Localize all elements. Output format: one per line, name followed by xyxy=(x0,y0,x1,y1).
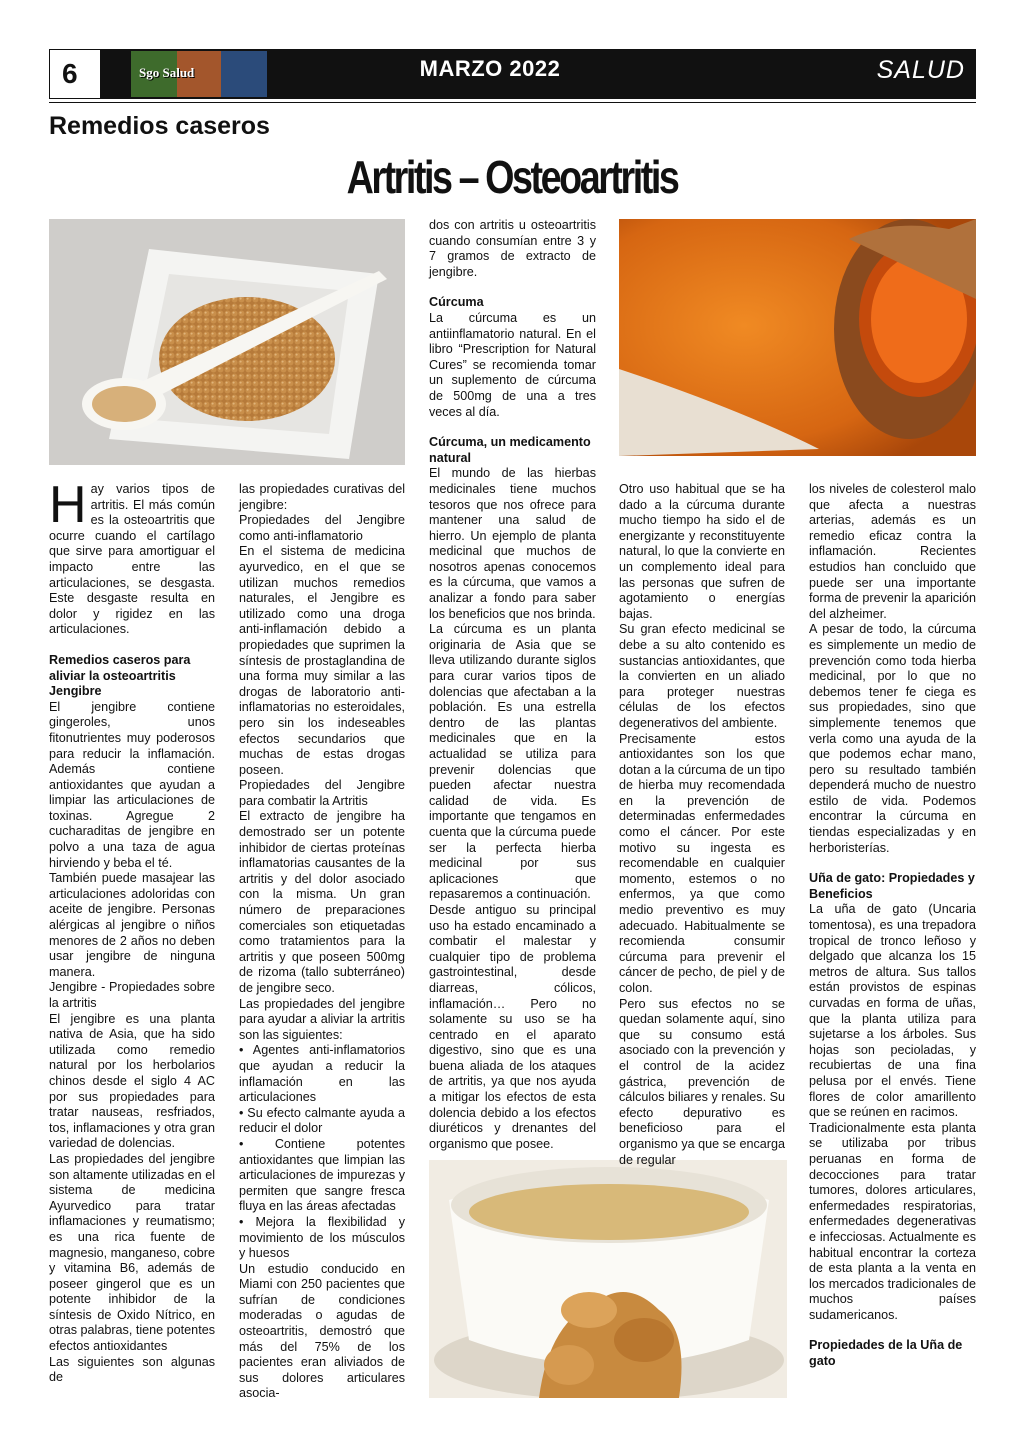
paragraph: Un estudio conducido en Miami con 250 pacientes que sufrían de condiciones moderadas o agudas de osteoartritis, demostró que más del 75% de los pacientes eran aliviados de sus dolores articulares asocia- xyxy=(239,1261,405,1401)
section-label: SALUD xyxy=(876,56,965,84)
paragraph: El mundo de las hierbas medicinales tiene muchos tesoros que nos ofrece para mantener una salud de hierro. Un ejemplo de planta medicinal que muchos de nosotros apenas conocemos es la cúrcuma, que vamos a analizar a fondo para saber los beneficios que nos brinda. xyxy=(429,466,596,621)
paragraph: Las propiedades del jengibre para ayudar a aliviar la artritis son las siguientes: xyxy=(239,996,405,1042)
paragraph: Otro uso habitual que se ha dado a la cúrcuma durante mucho tiempo ha sido el de energizante y reconstituyente natural, lo que la convierte en un complemento ideal para las personas que sufren de agotamiento o energías bajas. xyxy=(619,482,785,621)
page-number: 6 xyxy=(62,58,78,89)
ginger-tea-image xyxy=(429,1160,787,1398)
issue-date: MARZO 2022 xyxy=(419,56,561,81)
paragraph-text: ay varios tipos de artritis. El más común es la osteoartritis que ocurre cuando el cartílago que sirve para amortiguar el impacto entre las articulaciones, se desgasta. Este desgaste resulta en dolor y rigidez en las articulaciones. xyxy=(49,482,215,637)
article-column-4 xyxy=(619,482,785,1168)
article-column-2 xyxy=(239,482,405,1402)
paragraph: A pesar de todo, la cúrcuma es simplemente un medio de prevención como toda hierba medicinal, por lo que no debemos tener fe ciega es sus propiedades, sino que simplemente tenemos que verla como una ayuda de la que podemos echar mano, pero su resultado también dependerá mucho de nuestro estilo de vida. Podemos encontrar la cúrcuma en tiendas especializadas y en herboristerías. xyxy=(809,622,976,855)
drop-cap: H xyxy=(49,476,87,534)
paragraph: • Su efecto calmante ayuda a reducir el dolor xyxy=(239,1105,405,1136)
subheading: Jengibre xyxy=(49,684,102,699)
paragraph: las propiedades curativas del jengibre: xyxy=(239,482,405,512)
section-title: Remedios caseros xyxy=(49,112,270,140)
article-column-3 xyxy=(429,218,596,1152)
header-rule xyxy=(49,102,976,103)
subheading: Cúrcuma xyxy=(429,295,484,310)
paragraph: dos con artritis u osteoartritis cuando consumían entre 3 y 7 gramos de extracto de jengibre. xyxy=(429,218,596,279)
paragraph: Jengibre - Propiedades sobre la artritis xyxy=(49,980,215,1010)
paragraph: Pero sus efectos no se quedan solamente aquí, sino que su consumo está asociado con la prevención y el control de la acidez gástrica, prevención de cálculos biliares y renales. Su efecto depurativo es beneficioso para el organismo ya que se encarga de regular xyxy=(619,996,785,1167)
paragraph: El extracto de jengibre ha demostrado ser un potente inhibidor de ciertas proteínas inflamatorias causantes de la artritis y del dolor asociado con la misma. Un gran número de preparaciones comerciales son etiquetadas como tratamientos para la artritis y que poseen 500mg de rizoma (tallo subterráneo) de jengibre seco. xyxy=(239,809,405,995)
paragraph: Desde antiguo su principal uso ha estado encaminado a combatir el malestar y cualquier tipo de problema gastrointestinal, desde diarreas, cólicos, inflamación… Pero no solamente su uso se ha centrado en el aparato digestivo, sino que es una buena aliada de los ataques de artritis, ya que nos ayuda a mitigar los efectos de esta dolencia debido a los efectos diuréticos y drenantes del organismo que posee. xyxy=(429,902,596,1151)
paragraph: Las propiedades del jengibre son altamente utilizadas en el sistema de medicina Ayurvedico para tratar inflamaciones y reumatismo; es una rica fuente de magnesio, manganeso, cobre y vitamina B6, además de poseer gingerol que es un potente inhibidor de la síntesis de Oxido Nítrico, en otras palabras, tiene potentes efectos antioxidantes xyxy=(49,1151,215,1354)
paragraph: Precisamente estos antioxidantes son los que dotan a la cúrcuma de un tipo de hierba muy recomendada en la prevención de determinadas enfermedades como el cáncer. Por este motivo su ingesta es recomendable en cualquier momento, estemos o no enfermos, ya que como medio preventivo es muy adecuado. Habitualmente se recomienda consumir cúrcuma para prevenir el cáncer de pecho, de piel y de colon. xyxy=(619,731,785,995)
paragraph: Tradicionalmente esta planta se utilizaba por tribus peruanas en forma de decocciones para tratar tumores, dolores articulares, enfermedades respiratorias, enfermedades degenerativas e infecciosas. Actualmente es habitual encontrar la corteza de esta planta a la venta en los mercados tradicionales de muchos países sudamericanos. xyxy=(809,1120,976,1322)
mustard-seeds-image xyxy=(49,219,405,465)
subheading: Uña de gato: Propiedades y Beneficios xyxy=(809,871,975,901)
paragraph: • Contiene potentes antioxidantes que limpian las articulaciones de impurezas y permiten que sangre fresca fluya en las áreas afectadas xyxy=(239,1136,405,1214)
paragraph: Propiedades del Jengibre como anti-inflamatorio xyxy=(239,513,405,543)
article-title: Artritis – Osteoartritis xyxy=(346,151,678,203)
subheading: Propiedades de la Uña de gato xyxy=(809,1338,963,1369)
logo-text: Sgo Salud xyxy=(139,65,195,80)
paragraph: El jengibre es una planta nativa de Asia, que ha sido utilizada como remedio natural por los herbolarios chinos desde el siglo 4 AC por sus propiedades para tratar nauseas, resfriados, tos, inflamaciones y otra gran variedad de dolencias. xyxy=(49,1011,215,1151)
paragraph: El jengibre contiene gingeroles, unos fitonutrientes muy poderosos para reducir la inflamación. Además contiene antioxidantes que ayudan a limpiar las articulaciones de toxinas. Agregue 2 cucharaditas de jengibre en polvo a una taza de agua hirviendo y beba el té. xyxy=(49,699,215,870)
paragraph: En el sistema de medicina ayurvedico, en el que se utilizan muchos remedios naturales, el Jengibre es utilizado como una droga anti-inflamación debido a propiedades que suprimen la síntesis de prostaglandina de una forma muy similar a las drogas de laboratorio anti-inflamatorias no esteroidales, pero sin los indeseables efectos secundarios que muchas de estas drogas poseen. xyxy=(239,544,405,777)
paragraph: Propiedades del Jengibre para combatir la Artritis xyxy=(239,778,405,808)
paragraph: La cúrcuma es un antiinflamatorio natural. En el libro “Prescription for Natural Cures” se recomienda tomar un suplemento de cúrcuma de 500mg de una a tres veces al día. xyxy=(429,310,596,419)
subheading: Remedios caseros para aliviar la osteoartritis xyxy=(49,652,191,683)
turmeric-image xyxy=(619,219,976,456)
newspaper-logo xyxy=(131,51,267,97)
paragraph: La uña de gato (Uncaria tomentosa), es una trepadora tropical de tronco leñoso y delgado que alcanza los 15 metros de altura. Sus tallos están provistos de espinas curvadas en forma de uñas, que la planta utiliza para sujetarse a los árboles. Sus hojas son pecioladas, y recubiertas de una fina pelusa por el envés. Tiene flores de color amarillento que se reúnen en racimos. xyxy=(809,902,976,1120)
paragraph: La cúrcuma es un planta originaria de Asia que se lleva utilizando durante siglos para curar varios tipos de dolencias que afectaban a la población. Es una estrella dentro de las plantas medicinales que en la actualidad se utiliza para prevenir dolencias que pueden afectar nuestra calidad de vida. Es importante que tengamos en cuenta que la cúrcuma puede ser la perfecta hierba medicinal por sus aplicaciones que repasaremos a continuación. xyxy=(429,622,596,902)
paragraph: los niveles de colesterol malo que afecta a nuestras arterias, además es un remedio eficaz contra la inflamación. Recientes estudios han concluido que puede ser una importante forma de prevenir la aparición del alzheimer. xyxy=(809,482,976,621)
paragraph: • Mejora la flexibilidad y movimiento de los músculos y huesos xyxy=(239,1214,405,1261)
article-column-5 xyxy=(809,482,976,1370)
subheading: Cúrcuma, un medicamento natural xyxy=(429,435,591,465)
article-column-1 xyxy=(49,476,215,1386)
paragraph: • Agentes anti-inflamatorios que ayudan a reducir la inflamación en las articulaciones xyxy=(239,1043,405,1105)
paragraph: Su gran efecto medicinal se debe a su alto contenido es sustancias antioxidantes, que la convierten en un aliado para proteger nuestras células de los efectos degenerativos del ambiente. xyxy=(619,622,785,730)
paragraph: También puede masajear las articulaciones adoloridas con aceite de jengibre. Personas alérgicas al jengibre o niños menores de 2 años no deben usar jengibre de ninguna manera. xyxy=(49,871,215,979)
paragraph xyxy=(49,476,215,638)
paragraph: Las siguientes son algunas de xyxy=(49,1354,215,1385)
